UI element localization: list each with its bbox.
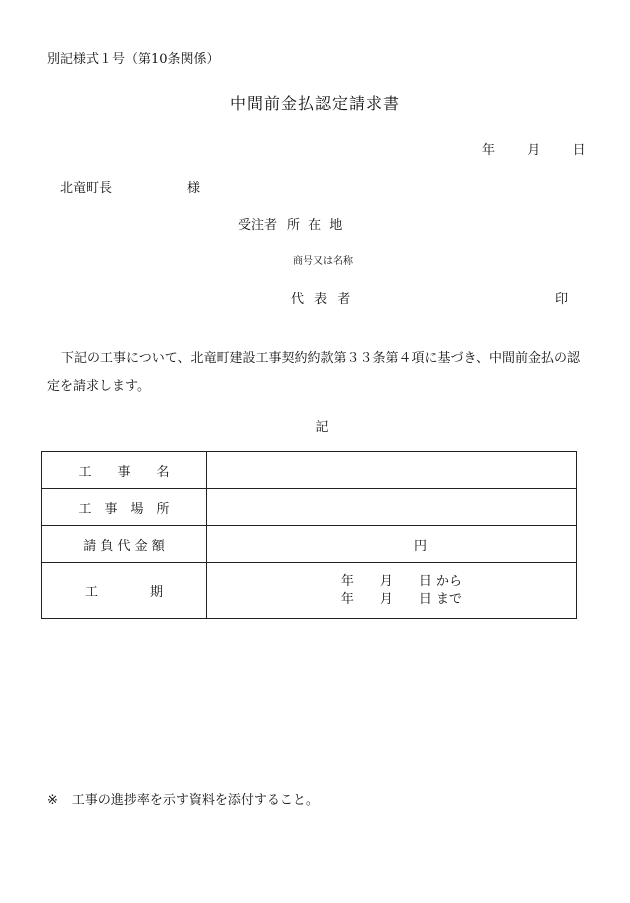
date-day: 日 [572,143,586,158]
representative-label: 代 表 者 [291,292,354,307]
addressee-honorific: 様 [187,181,201,196]
ki-heading: 記 [315,420,329,435]
address-label: 所 在 地 [287,218,345,233]
yen-unit: 円 [413,538,427,554]
contract-amount-field[interactable] [207,526,577,563]
footnote-text: 工事の進捗率を示す資料を添付すること。 [71,793,319,808]
date-year: 年 [482,143,496,158]
row-label-period: 工 期 [42,563,207,619]
addressee-name: 北竜町長 [60,181,113,196]
date-month: 月 [527,143,541,158]
period-from: 年 月 日 から [340,573,463,589]
table-row [42,526,577,563]
form-number: 別記様式１号（第10条関係） [47,52,220,67]
document-title: 中間前金払認定請求書 [229,94,400,113]
company-name-label: 商号又は名称 [293,256,353,267]
row-label-construction-name: 工 事 名 [42,452,207,489]
date-line [482,139,586,158]
reference-mark: ※ [47,793,58,808]
contractor-label: 受注者 [238,218,278,233]
period-to: 年 月 日 まで [340,591,463,607]
row-label-contract-amount: 請 負 代 金 額 [42,526,207,563]
seal-mark: 印 [555,292,569,307]
table-row [42,452,577,489]
construction-site-field[interactable] [207,489,577,526]
table-row [42,563,577,619]
table-row [42,489,577,526]
row-label-construction-site: 工 事 場 所 [42,489,207,526]
details-table [41,451,577,619]
addressee [60,177,201,196]
request-body-text: 下記の工事について、北竜町建設工事契約約款第３３条第４項に基づき、中間前金払の認定を請求します。 [47,351,580,394]
period-field[interactable] [207,563,577,619]
construction-name-field[interactable] [207,452,577,489]
footnote [47,789,319,808]
contractor-address-line [238,214,344,233]
